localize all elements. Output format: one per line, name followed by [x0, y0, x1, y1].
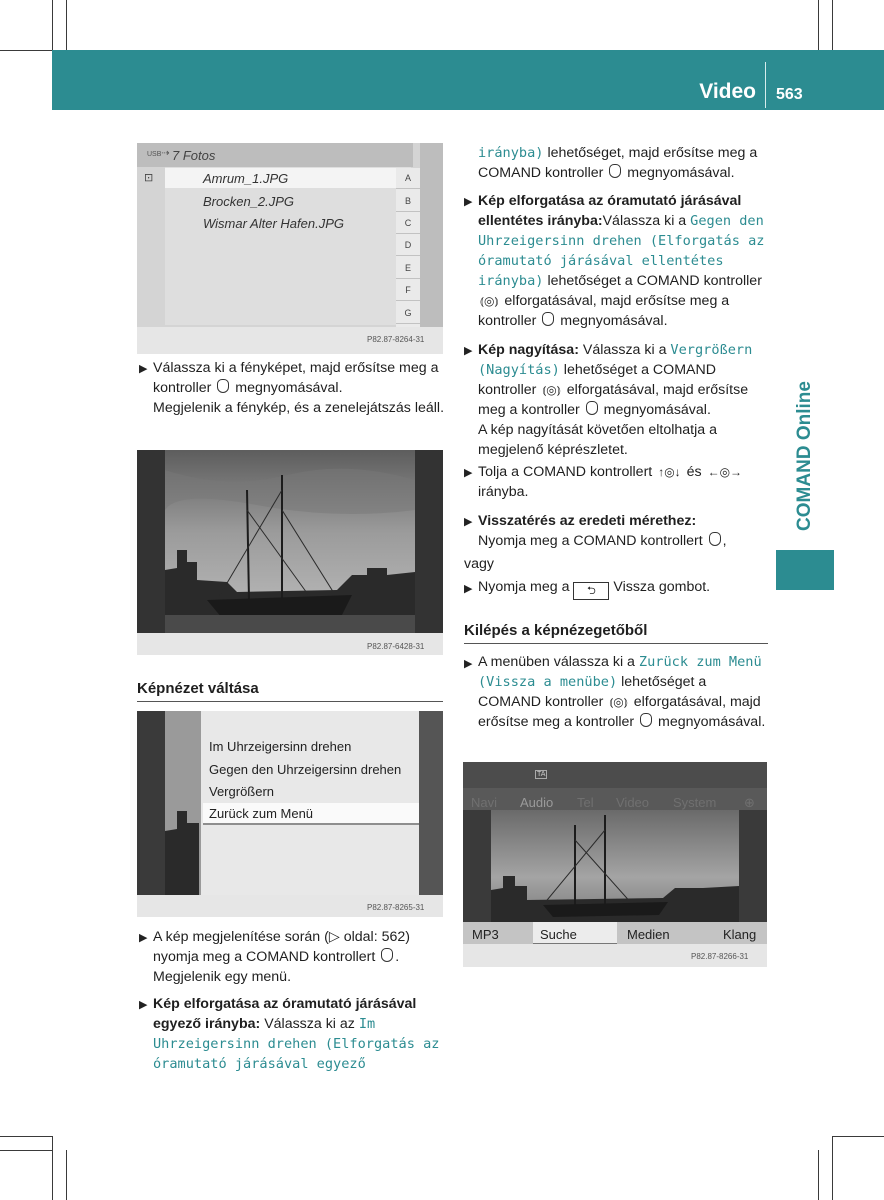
paragraph: A kép megjelenítése során (▷ oldal: 562) nyomja meg a COMAND kontrollert . Megjelenik egy menü.	[153, 929, 410, 985]
paragraph: Kép elforgatása az óramutató járásával egyező irányba: Válassza ki az Im Uhrzeigersinn drehen (Elforgatás az óramutató járásával egyező	[153, 996, 440, 1072]
scroll-rail[interactable]	[420, 143, 443, 327]
controller-slide-vertical-icon: ↑◎↓	[658, 465, 681, 479]
photo-preview	[463, 810, 767, 922]
controller-rotate-icon: ⦅◎⦆	[542, 383, 561, 397]
globe-icon[interactable]: ⊕	[744, 795, 755, 810]
bullet-arrow: ▶	[464, 467, 473, 479]
figure-code: P82.87-8265-31	[367, 903, 425, 912]
controller-slide-horizontal-icon: ←◎→	[707, 465, 743, 479]
section-heading: Kilépés a képnézegetőből	[464, 622, 648, 639]
bottom-item-medien[interactable]: Medien	[627, 927, 670, 942]
controller-press-icon	[586, 401, 598, 415]
crop-mark	[66, 0, 67, 50]
controller-press-icon	[709, 532, 721, 546]
controller-press-icon	[640, 713, 652, 727]
folder-name: 7 Fotos	[172, 148, 216, 163]
bullet-arrow: ▶	[139, 999, 148, 1011]
crop-mark	[52, 0, 53, 50]
header-band	[52, 50, 884, 110]
menu-item[interactable]: Im Uhrzeigersinn drehen	[209, 739, 352, 754]
bottom-item-klang[interactable]: Klang	[723, 927, 757, 942]
bullet-arrow: ▶	[464, 658, 473, 670]
index-letter[interactable]: E	[396, 258, 420, 279]
crop-mark	[0, 1150, 52, 1151]
file-item[interactable]: Amrum_1.JPG	[203, 171, 289, 186]
paragraph	[464, 554, 494, 574]
file-item[interactable]: Brocken_2.JPG	[203, 194, 295, 209]
crop-mark	[0, 50, 52, 51]
paragraph: Kép elforgatása az óramutató járásával ellentétes irányba:Válassza ki a Gegen den Uhrzeigersinn drehen (Elforgatás az óramutató járásával ellentétes irányba) lehetőséget a COMAND kontroller ⦅◎⦆ elforgatásával, majd erősítse meg a kontroller megnyomásával.	[478, 193, 765, 329]
bottom-item-suche[interactable]: Suche	[540, 927, 577, 942]
paragraph: Válassza ki a fényképet, majd erősítse meg a kontroller megnyomásával. Megjelenik a fénykép, és a zenelejátszás leáll.	[153, 360, 445, 416]
menu-item[interactable]: Gegen den Uhrzeigersinn drehen	[209, 762, 402, 777]
side-tab	[776, 550, 834, 590]
bullet-arrow: ▶	[139, 363, 148, 375]
crop-mark	[832, 1136, 884, 1137]
nav-item-video[interactable]: Video	[616, 795, 650, 810]
bullet-arrow: ▶	[464, 345, 473, 357]
section-title: Video	[699, 80, 756, 103]
bottom-bar	[463, 922, 767, 944]
menu-item[interactable]: Zurück zum Menü	[209, 806, 314, 821]
folder-up-icon: ⊡	[144, 172, 154, 184]
index-letter[interactable]: D	[396, 235, 420, 256]
bullet-arrow: ▶	[464, 196, 473, 208]
page-number: 563	[776, 86, 803, 103]
controller-press-icon	[609, 164, 621, 178]
list-pane	[165, 167, 411, 325]
figure-code: P82.87-6428-31	[367, 642, 425, 651]
figure-code: P82.87-8266-31	[691, 952, 749, 961]
crop-mark	[0, 1136, 52, 1137]
figure-code: P82.87-8264-31	[367, 335, 425, 344]
bullet-arrow: ▶	[464, 516, 473, 528]
crop-mark	[818, 0, 819, 50]
nav-bar	[463, 788, 767, 810]
alphabet-index	[396, 168, 420, 328]
controller-press-icon	[381, 948, 393, 962]
bottom-item-mp3[interactable]: MP3	[472, 927, 499, 942]
crop-mark	[832, 1136, 833, 1200]
menu-item[interactable]: Vergrößern	[209, 784, 275, 799]
crop-mark	[832, 0, 833, 50]
index-letter[interactable]: A	[396, 168, 420, 189]
header-divider	[765, 62, 766, 108]
bullet-arrow: ▶	[139, 932, 148, 944]
paragraph: Nyomja meg a ⮌ Vissza gombot.	[478, 577, 770, 600]
paragraph: A menüben válassza ki a Zurück zum Menü (Vissza a menübe) lehetőséget a COMAND kontroller ⦅◎⦆ elforgatásával, majd erősítse meg a kontroller megnyomásával.	[478, 654, 766, 730]
nav-item-audio[interactable]: Audio	[520, 795, 554, 810]
side-chapter-text: COMAND Online	[794, 381, 815, 531]
or-text: vagy	[464, 556, 494, 572]
side-chapter-label	[790, 372, 820, 540]
crop-mark	[66, 1150, 67, 1200]
nav-item-navi[interactable]: Navi	[471, 795, 498, 810]
crop-mark	[818, 1150, 819, 1200]
paragraph: Tolja a COMAND kontrollert ↑◎↓ és ←◎→ irányba.	[478, 464, 743, 500]
index-letter[interactable]: G	[396, 303, 420, 324]
nav-item-system[interactable]: System	[673, 795, 717, 810]
ta-indicator: TA	[537, 771, 546, 778]
paragraph: Visszatérés az eredeti mérethez: Nyomja meg a COMAND kontrollert ,	[478, 513, 727, 549]
figure-menu	[137, 711, 443, 917]
crop-mark	[52, 1136, 53, 1200]
usb-icon: USB⇢	[147, 148, 170, 159]
paragraph: Kép nagyítása: Válassza ki a Vergrößern (Nagyítás) lehetőséget a COMAND kontroller ⦅◎⦆ elforgatásával, majd erősítse meg a kontroller megnyomásával. A kép nagyítását követően eltolhatja a megjelenő képrészletet.	[478, 342, 753, 458]
controller-rotate-icon: ⦅◎⦆	[609, 695, 628, 709]
harbor-photo	[137, 450, 443, 633]
controller-rotate-icon: ⦅◎⦆	[480, 294, 499, 308]
back-button-icon: ⮌	[573, 582, 609, 600]
figure-photo	[137, 450, 443, 655]
controller-press-icon	[542, 312, 554, 326]
index-letter[interactable]: C	[396, 213, 420, 234]
bullet-arrow: ▶	[464, 583, 473, 595]
figure-file-list	[137, 143, 443, 354]
nav-item-tel[interactable]: Tel	[577, 795, 594, 810]
index-letter[interactable]: F	[396, 280, 420, 301]
controller-press-icon	[217, 379, 229, 393]
file-item[interactable]: Wismar Alter Hafen.JPG	[203, 216, 344, 231]
context-menu	[201, 711, 419, 895]
heading-rule	[137, 701, 443, 702]
figure-comand-screen	[463, 762, 767, 967]
section-heading: Képnézet váltása	[137, 680, 259, 697]
status-bar	[463, 762, 767, 788]
paragraph: irányba) lehetőséget, majd erősítse meg a COMAND kontroller megnyomásával.	[478, 145, 758, 181]
index-letter[interactable]: B	[396, 191, 420, 212]
heading-rule	[464, 643, 768, 644]
